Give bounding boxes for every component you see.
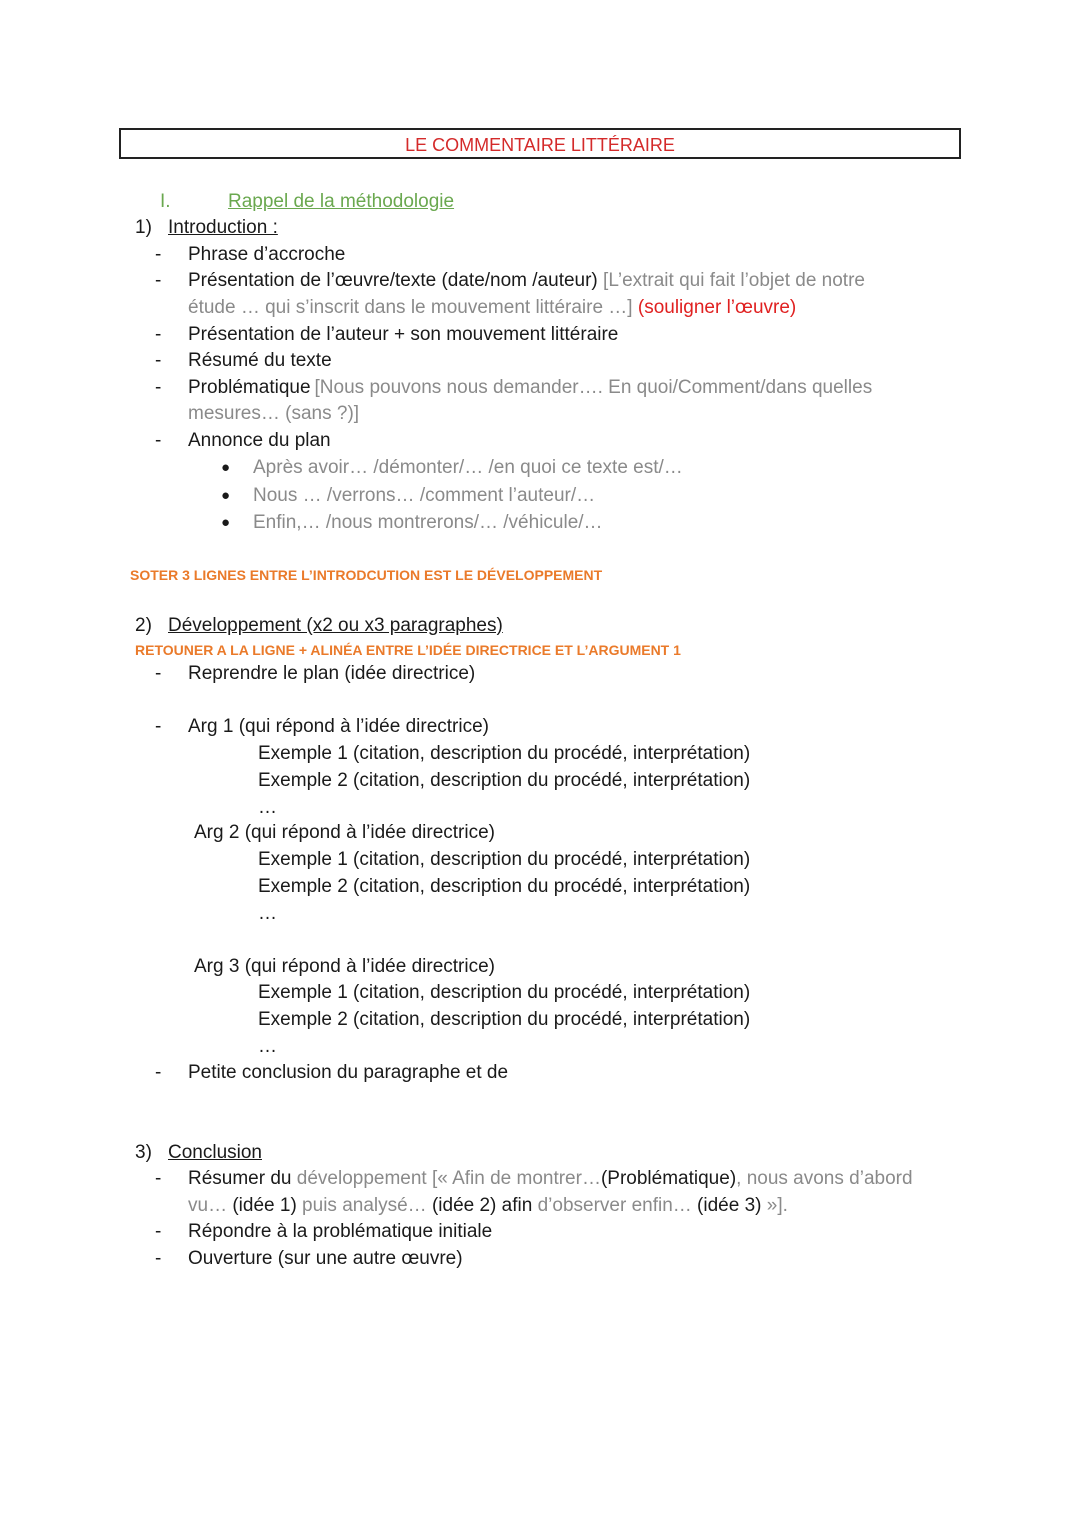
conclusion-answer: Répondre à la problématique initiale xyxy=(188,1221,493,1242)
arg-3: Arg 3 (qui répond à l’idée directrice) xyxy=(194,956,495,977)
bullet: ● xyxy=(221,514,231,531)
plan-bullet-1: Après avoir… /démonter/… /en quoi ce texte est/… xyxy=(253,457,683,478)
document-title: LE COMMENTAIRE LITTÉRAIRE xyxy=(405,135,675,155)
dash: - xyxy=(155,430,162,451)
dash: - xyxy=(155,663,162,684)
intro-item-problem-label: Problématique xyxy=(188,377,311,398)
intro-item-problem-hint-cont: mesures… (sans ?)] xyxy=(188,403,360,424)
conclusion-summary-b: développement [« Afin de montrer… xyxy=(291,1168,601,1189)
intro-item-hook: Phrase d’accroche xyxy=(188,244,346,265)
conclusion-summary-cont xyxy=(188,1194,788,1218)
dash: - xyxy=(155,324,162,345)
intro-item-presentation-cont xyxy=(188,296,796,320)
dash: - xyxy=(155,1168,162,1189)
conclusion-summary-k: »]. xyxy=(761,1195,788,1216)
intro-item-problem xyxy=(188,376,872,400)
arg1-example-1: Exemple 1 (citation, description du procédé, interprétation) xyxy=(258,743,751,764)
conclusion-summary-e: vu… xyxy=(188,1195,228,1216)
section-label: Rappel de la méthodologie xyxy=(228,191,455,212)
intro-number: 1) xyxy=(135,217,152,238)
dev-number: 2) xyxy=(135,615,152,636)
intro-item-presentation-hint-cont: étude … qui s’inscrit dans le mouvement littéraire …] xyxy=(188,297,633,318)
arg2-ellipsis: … xyxy=(258,903,277,924)
conclusion-opening: Ouverture (sur une autre œuvre) xyxy=(188,1248,463,1269)
intro-heading: Introduction : xyxy=(168,217,278,238)
conclusion-summary-h: (idée 2) afin xyxy=(426,1195,533,1216)
intro-item-author: Présentation de l’auteur + son mouvement littéraire xyxy=(188,324,619,345)
dash: - xyxy=(155,1248,162,1269)
spacing-note: SOTER 3 LIGNES ENTRE L’INTRODCUTION EST LE DÉVELOPPEMENT xyxy=(130,567,603,583)
intro-item-presentation-hint: [L’extrait qui fait l’objet de notre xyxy=(603,270,865,291)
conclusion-summary-g: puis analysé… xyxy=(296,1195,427,1216)
indent-note: RETOUNER A LA LIGNE + ALINÉA ENTRE L’IDÉE DIRECTRICE ET L’ARGUMENT 1 xyxy=(135,642,681,658)
dev-closing: Petite conclusion du paragraphe et de xyxy=(188,1062,509,1083)
arg2-example-2: Exemple 2 (citation, description du procédé, interprétation) xyxy=(258,876,751,897)
section-number: I. xyxy=(160,191,171,212)
conclusion-summary-c: (Problématique) xyxy=(600,1168,737,1189)
dash: - xyxy=(155,1062,162,1083)
title-box xyxy=(119,128,961,159)
arg1-ellipsis: … xyxy=(258,797,277,818)
arg-2: Arg 2 (qui répond à l’idée directrice) xyxy=(194,822,495,843)
conclusion-number: 3) xyxy=(135,1142,152,1163)
arg3-example-2: Exemple 2 (citation, description du procédé, interprétation) xyxy=(258,1009,751,1030)
conclusion-summary-a: Résumer du xyxy=(188,1168,292,1189)
intro-item-plan: Annonce du plan xyxy=(188,430,331,451)
intro-item-presentation xyxy=(188,269,865,293)
arg-1: Arg 1 (qui répond à l’idée directrice) xyxy=(188,716,489,737)
arg3-example-1: Exemple 1 (citation, description du procédé, interprétation) xyxy=(258,982,751,1003)
dev-plan: Reprendre le plan (idée directrice) xyxy=(188,663,476,684)
intro-item-presentation-label: Présentation de l’œuvre/texte (date/nom /auteur) xyxy=(188,270,598,291)
conclusion-summary-f: (idée 1) xyxy=(227,1195,297,1216)
arg2-example-1: Exemple 1 (citation, description du procédé, interprétation) xyxy=(258,849,751,870)
dev-heading: Développement (x2 ou x3 paragraphes) xyxy=(168,615,503,636)
dash: - xyxy=(155,350,162,371)
conclusion-summary-j: (idée 3) xyxy=(691,1195,762,1216)
intro-item-summary: Résumé du texte xyxy=(188,350,332,371)
arg3-ellipsis: … xyxy=(258,1036,277,1057)
conclusion-summary-d: , nous avons d’abord xyxy=(736,1168,913,1189)
underline-work-note: (souligner l’œuvre) xyxy=(637,297,797,318)
conclusion-heading: Conclusion xyxy=(168,1142,262,1163)
dash: - xyxy=(155,270,162,291)
dash: - xyxy=(155,377,162,398)
bullet: ● xyxy=(221,459,231,476)
arg1-example-2: Exemple 2 (citation, description du procédé, interprétation) xyxy=(258,770,751,791)
dash: - xyxy=(155,244,162,265)
conclusion-summary xyxy=(188,1167,913,1191)
dash: - xyxy=(155,716,162,737)
plan-bullet-2: Nous … /verrons… /comment l’auteur/… xyxy=(253,485,596,506)
conclusion-summary-i: d’observer enfin… xyxy=(532,1195,692,1216)
bullet: ● xyxy=(221,487,231,504)
dash: - xyxy=(155,1221,162,1242)
intro-item-problem-hint: [Nous pouvons nous demander…. En quoi/Comment/dans quelles xyxy=(314,377,873,398)
plan-bullet-3: Enfin,… /nous montrerons/… /véhicule/… xyxy=(253,512,603,533)
